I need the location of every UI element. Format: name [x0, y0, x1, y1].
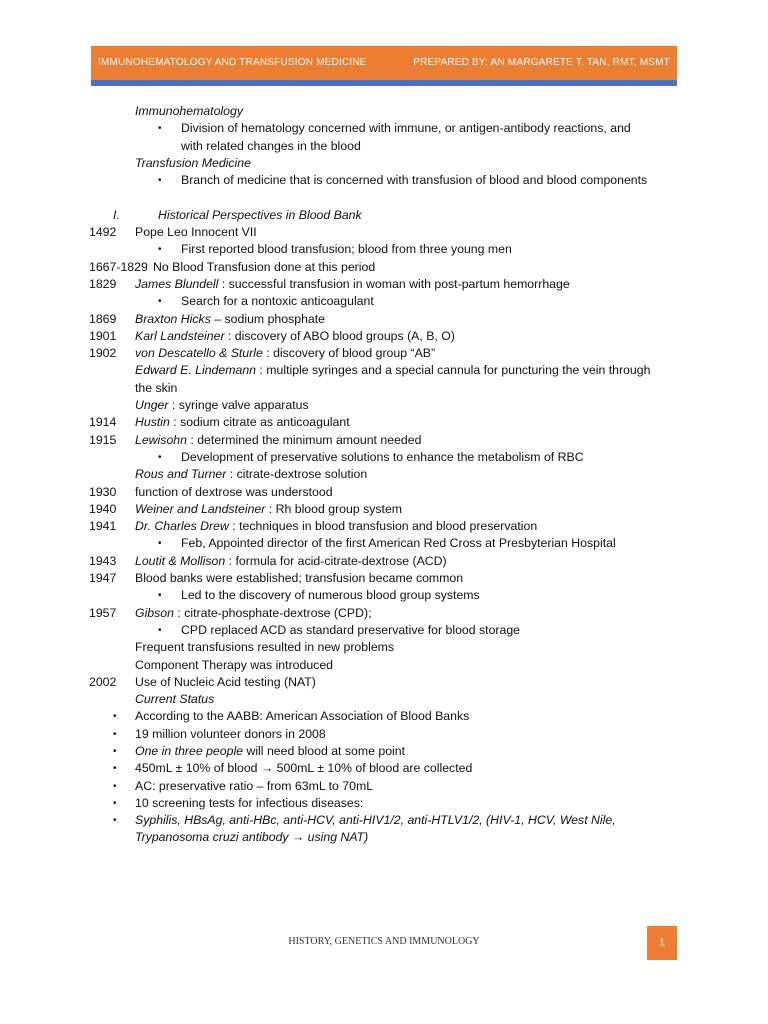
bullet-icon: • [158, 624, 162, 636]
transfusion-heading: Transfusion Medicine [135, 155, 251, 170]
event: : discovery of ABO blood groups (A, B, O) [224, 328, 455, 343]
person-name: Hustin [135, 415, 170, 430]
bullet-icon: • [158, 296, 162, 308]
status-item: 10 screening tests for infectious diseases: [135, 795, 364, 810]
bullet-icon: • [113, 763, 117, 775]
person-name: Braxton Hicks [135, 311, 211, 326]
event: Pope Leo Innocent VII [135, 225, 257, 240]
bullet-icon: • [113, 815, 117, 827]
bullet-icon: • [113, 728, 117, 740]
header-author: PREPARED BY: AN MARGARETE T. TAN, RMT, MSMT [413, 57, 670, 68]
year: 1930 [89, 484, 117, 499]
event-detail: Search for a nontoxic anticoagulant [181, 294, 374, 309]
person-name: Dr. Charles Drew [135, 519, 229, 534]
bullet-icon: • [158, 123, 162, 135]
year: 1940 [89, 501, 117, 516]
status-item: According to the AABB: American Association of Blood Banks [135, 709, 470, 724]
bullet-icon: • [158, 244, 162, 256]
status-item: will need blood at some point [243, 743, 406, 758]
event-detail: CPD replaced ACD as standard preservative for blood storage [181, 622, 521, 637]
event-detail: Development of preservative solutions to enhance the metabolism of RBC [181, 449, 584, 464]
event: : techniques in blood transfusion and blood preservation [228, 519, 538, 534]
status-item: AC: preservative ratio – from 63mL to 70mL [135, 778, 374, 793]
year: 1829 [89, 276, 117, 291]
person-name: Gibson [135, 605, 174, 620]
year: 1901 [89, 328, 117, 343]
person-name: Lewisohn [135, 432, 187, 447]
immuno-def-cont: with related changes in the blood [181, 138, 361, 153]
bullet-icon: • [158, 538, 162, 550]
immuno-heading: Immunohematology [135, 104, 243, 118]
person-name: Loutit & Mollison [135, 553, 226, 568]
event: : successful transfusion in woman with post-partum hemorrhage [218, 276, 570, 291]
transfusion-def: Branch of medicine that is concerned with transfusion of blood and blood components [181, 173, 648, 188]
document-body [0, 103, 768, 847]
year: 1667-1829 [89, 259, 148, 274]
year: 1869 [89, 311, 117, 326]
person-name: James Blundell [135, 276, 219, 291]
event: : citrate-phosphate-dextrose (CPD); [173, 605, 372, 620]
bullet-icon: • [113, 745, 117, 757]
person-name: Rous and Turner [135, 467, 227, 482]
event-detail: Feb, Appointed director of the first American Red Cross at Presbyterian Hospital [181, 536, 616, 551]
bullet-icon: • [158, 590, 162, 602]
year: 1957 [89, 605, 117, 620]
year: 1947 [89, 571, 117, 586]
current-status-heading: Current Status [135, 692, 215, 707]
header-title: IMMUNOHEMATOLOGY AND TRANSFUSION MEDICINE [98, 57, 367, 68]
status-item: 19 million volunteer donors in 2008 [135, 726, 326, 741]
section-numeral: I. [113, 207, 120, 222]
person-name: Weiner and Landsteiner [135, 501, 266, 516]
event: function of dextrose was understood [135, 484, 333, 499]
status-item: 450mL ± 10% of blood → 500mL ± 10% of blood are collected [135, 761, 473, 776]
year: 1941 [89, 519, 117, 534]
event-detail: Led to the discovery of numerous blood group systems [181, 588, 480, 603]
page-footer: HISTORY, GENETICS AND IMMUNOLOGY [288, 936, 480, 947]
section-title: Historical Perspectives in Blood Bank [158, 207, 362, 222]
event: – sodium phosphate [210, 311, 326, 326]
event: : sodium citrate as anticoagulant [169, 415, 350, 430]
event: Use of Nucleic Acid testing (NAT) [135, 674, 316, 689]
person-name: Karl Landsteiner [135, 328, 225, 343]
person-name: Edward E. Lindemann [135, 363, 256, 378]
immuno-def: Division of hematology concerned with immune, or antigen-antibody reactions, and [181, 121, 631, 136]
year: 1943 [89, 553, 117, 568]
year: 1914 [89, 415, 117, 430]
person-name: von Descatello & Sturle [135, 346, 263, 361]
event: : syringe valve apparatus [168, 398, 309, 413]
event: : determined the minimum amount needed [186, 432, 422, 447]
event-cont: the skin [135, 380, 178, 395]
status-item: Syphilis, HBsAg, anti-HBc, anti-HCV, anti-HIV1/2, anti-HTLV1/2, (HIV-1, HCV, West Nile, [135, 813, 616, 828]
bullet-icon: • [158, 175, 162, 187]
page-header [91, 46, 677, 80]
page-number: 1 [647, 926, 677, 960]
bullet-icon: • [158, 451, 162, 463]
event: : citrate-dextrose solution [226, 467, 368, 482]
bullet-icon: • [113, 711, 117, 723]
year: 1915 [89, 432, 117, 447]
header-rule [91, 80, 677, 86]
status-item-cont: Trypanosoma cruzi antibody → using NAT) [135, 830, 369, 845]
year: 1902 [89, 346, 117, 361]
year: 1492 [89, 225, 117, 240]
event: Blood banks were established; transfusion became common [135, 571, 464, 586]
event: : discovery of blood group “AB” [262, 346, 436, 361]
person-name: Unger [135, 398, 169, 413]
event: : Rh blood group system [265, 501, 403, 516]
event: Frequent transfusions resulted in new problems [135, 640, 395, 655]
bullet-icon: • [113, 780, 117, 792]
status-item-emphasis: One in three people [135, 743, 244, 758]
event-detail: First reported blood transfusion; blood from three young men [181, 242, 512, 257]
event: Component Therapy was introduced [135, 657, 334, 672]
event: : formula for acid-citrate-dextrose (ACD) [225, 553, 447, 568]
bullet-icon: • [113, 797, 117, 809]
event: No Blood Transfusion done at this period [153, 259, 376, 274]
event: : multiple syringes and a special cannula for puncturing the vein through [256, 363, 651, 378]
year: 2002 [89, 674, 117, 689]
